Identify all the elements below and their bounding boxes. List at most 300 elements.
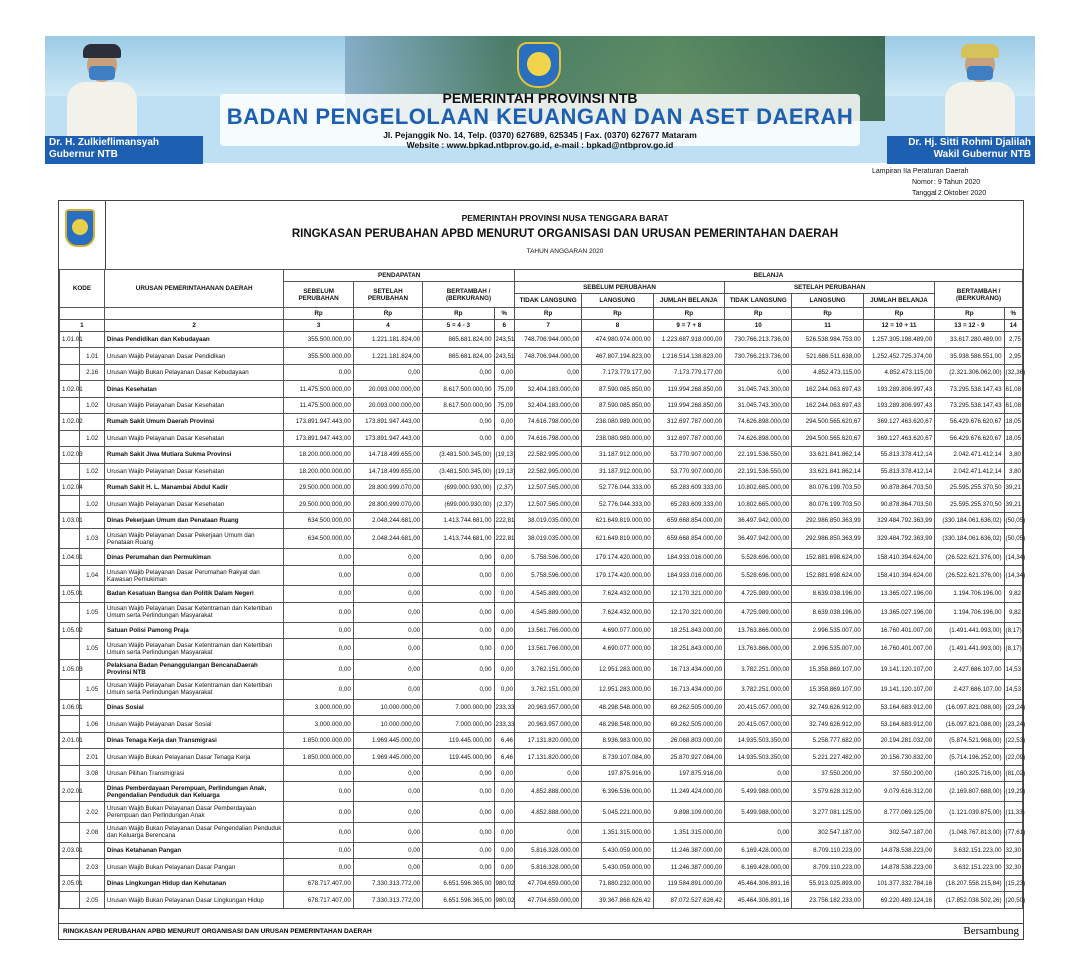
unit-rp: Rp	[792, 308, 863, 320]
cell-c7: 74.616.798.000,00	[514, 430, 581, 446]
cell-subcode: 1.03	[80, 529, 104, 549]
cell-c10: 22.191.536.550,00	[725, 447, 792, 463]
col-pend-sebelum: SEBELUM PERUBAHAN	[284, 282, 353, 308]
cell-c12: 19.141.120.107,00	[863, 679, 934, 699]
cell-c8: 48.298.548.000,00	[582, 699, 653, 715]
cell-c4: 10.000.000,00	[353, 716, 422, 732]
cell-urusan: Dinas Tenaga Kerja dan Transmigrasi	[104, 732, 284, 748]
colnum: 7	[514, 320, 581, 332]
table-row	[60, 529, 1023, 549]
cell-c3: 29.500.000.000,00	[284, 479, 353, 495]
cell-urusan: Rumah Sakit Umum Daerah Provinsi	[104, 414, 284, 430]
cell-c5: 0,00	[423, 565, 494, 585]
cell-subcode	[80, 414, 104, 430]
unit-pct: %	[494, 308, 514, 320]
banner-org-line1: PEMERINTAH PROVINSI NTB	[442, 90, 638, 106]
cell-c6: 233,33	[494, 699, 514, 715]
cell-c5: 0,00	[423, 679, 494, 699]
cell-c3: 0,00	[284, 639, 353, 659]
cell-c14: 9,82	[1004, 602, 1022, 622]
cell-c5: 0,00	[423, 859, 494, 875]
cell-c10: 4.725.989.000,00	[725, 602, 792, 622]
cell-c3: 0,00	[284, 565, 353, 585]
cell-c8: 467.807.194.823,00	[582, 348, 653, 364]
cell-c9: 1.351.315.000,00	[653, 822, 724, 842]
cell-c12: 8.777.069.125,00	[863, 802, 934, 822]
budget-table-body	[60, 332, 1026, 909]
cell-c6: 0,00	[494, 859, 514, 875]
unit-rp: Rp	[935, 308, 1004, 320]
vice-governor-name: Dr. Hj. Sitti Rohmi Djalilah	[908, 137, 1031, 148]
unit-row	[60, 308, 1023, 320]
cell-c4: 0,00	[353, 639, 422, 659]
document-year: TAHUN ANGGARAN 2020	[526, 248, 604, 255]
cell-c5: 0,00	[423, 586, 494, 602]
cell-c11: 32.749.626.912,00	[792, 699, 863, 715]
cell-c7: 748.706.944.000,00	[514, 348, 581, 364]
cell-c10: 10.802.665.000,00	[725, 479, 792, 495]
cell-subcode: 2.16	[80, 364, 104, 380]
cell-c5: 1.413.744.681,00	[423, 529, 494, 549]
vice-governor-role: Wakil Gubernur NTB	[933, 149, 1031, 160]
cell-c11: 152.881.698.624,00	[792, 565, 863, 585]
banner-org-line2: BADAN PENGELOLAAN KEUANGAN DAN ASET DAERAH	[226, 104, 854, 129]
cell-c7: 38.019.035.000,00	[514, 529, 581, 549]
cell-c8: 87.590.085.850,00	[582, 381, 653, 397]
cell-urusan: Rumah Sakit Jiwa Mutiara Sukma Provinsi	[104, 447, 284, 463]
cell-c14: (14,34)	[1004, 549, 1022, 565]
table-row	[60, 565, 1023, 585]
cell-c5: 0,00	[423, 414, 494, 430]
cell-c4: 1.221.181.824,00	[353, 348, 422, 364]
cell-c3: 0,00	[284, 679, 353, 699]
banner-address: Jl. Pejanggik No. 14, Telp. (0370) 627689, 625345 | Fax. (0370) 627677 Mataram	[383, 130, 697, 140]
table-row	[60, 549, 1023, 565]
cell-c14: 2,95	[1004, 348, 1022, 364]
cell-code: 1.05.03	[60, 659, 80, 679]
cell-subcode	[80, 842, 104, 858]
cell-c3: 1.850.000.000,00	[284, 749, 353, 765]
unit-rp: Rp	[423, 308, 494, 320]
cell-c10: 31.045.743.300,00	[725, 397, 792, 413]
unit-rp: Rp	[863, 308, 934, 320]
cell-subcode: 1.04	[80, 565, 104, 585]
cell-c6: 980,02	[494, 875, 514, 891]
col-jb-2: JUMLAH BELANJA	[863, 294, 934, 308]
table-row	[60, 463, 1023, 479]
cell-c9: 312.697.787.000,00	[653, 430, 724, 446]
cell-c11: 23.756.182.233,00	[792, 892, 863, 909]
table-row	[60, 892, 1023, 909]
cell-c10: 13.763.866.000,00	[725, 622, 792, 638]
cell-c11: 292.986.850.363,99	[792, 529, 863, 549]
unit-rp: Rp	[653, 308, 724, 320]
cell-c11: 8.639.038.196,00	[792, 602, 863, 622]
cell-c9: 18.251.843.000,00	[653, 622, 724, 638]
cell-c10: 45.464.306.891,16	[725, 892, 792, 909]
cell-c10: 31.045.743.300,00	[725, 381, 792, 397]
cell-c6: 980,02	[494, 892, 514, 909]
cell-c12: 158.410.394.624,00	[863, 565, 934, 585]
table-row	[60, 397, 1023, 413]
cell-c3: 355.500.000,00	[284, 332, 353, 348]
cell-code	[60, 679, 80, 699]
cell-c4: 28.800.999.070,00	[353, 496, 422, 512]
cell-urusan: Pelaksana Badan Penanggulangan BencanaDaerah Provinsi NTB	[104, 659, 284, 679]
cell-c13: 33.617.280.489,00	[935, 332, 1004, 348]
cell-c11: 33.621.841.862,14	[792, 463, 863, 479]
cell-subcode	[80, 447, 104, 463]
cell-c14: 61,08	[1004, 381, 1022, 397]
cell-c8: 474.980.974.000,00	[582, 332, 653, 348]
cell-c3: 0,00	[284, 602, 353, 622]
table-row	[60, 348, 1023, 364]
cell-c10: 5.499.988.000,00	[725, 802, 792, 822]
cell-code	[60, 496, 80, 512]
table-row	[60, 749, 1023, 765]
cell-c7: 17.131.820.000,00	[514, 749, 581, 765]
cell-c14: 39,21	[1004, 496, 1022, 512]
cell-c11: 3.277.081.125,00	[792, 802, 863, 822]
cell-c8: 8.739.107.084,00	[582, 749, 653, 765]
cell-urusan: Urusan Wajib Bukan Pelayanan Dasar Tenaga Kerja	[104, 749, 284, 765]
cell-urusan: Dinas Pekerjaan Umum dan Penataan Ruang	[104, 512, 284, 528]
cell-code	[60, 602, 80, 622]
cell-code: 1.06.01	[60, 699, 80, 715]
cell-c12: 193.289.806.997,43	[863, 397, 934, 413]
governor-name: Dr. H. Zulkieflimansyah	[49, 137, 160, 148]
cell-code: 1.05.02	[60, 622, 80, 638]
cell-c12: 4.852.473.115,00	[863, 364, 934, 380]
cell-c7: 22.582.995.000,00	[514, 447, 581, 463]
cell-code: 2.01.01	[60, 732, 80, 748]
cell-subcode: 1.02	[80, 496, 104, 512]
cell-urusan: Urusan Wajib Pelayanan Dasar Pekerjaan Umum dan Penataan Ruang	[104, 529, 284, 549]
cell-c7: 13.561.766.000,00	[514, 622, 581, 638]
cell-c4: 0,00	[353, 602, 422, 622]
cell-subcode	[80, 549, 104, 565]
cell-c4: 0,00	[353, 822, 422, 842]
cell-c14: (23,24)	[1004, 716, 1022, 732]
cell-urusan: Urusan Pilihan Transmigrasi	[104, 765, 284, 781]
cell-c8: 48.298.548.000,00	[582, 716, 653, 732]
cell-c4: 0,00	[353, 622, 422, 638]
cell-c12: 55.813.378.412,14	[863, 447, 934, 463]
cell-urusan: Urusan Wajib Pelayanan Dasar Sosial	[104, 716, 284, 732]
vice-governor-photo	[935, 44, 1025, 144]
cell-c9: 184.933.016.000,00	[653, 565, 724, 585]
cell-c7: 32.404.183.000,00	[514, 397, 581, 413]
cell-c7: 5.758.596.000,00	[514, 549, 581, 565]
table-row	[60, 699, 1023, 715]
cell-c9: 65.283.609.333,00	[653, 496, 724, 512]
cell-c9: 53.770.907.000,00	[653, 463, 724, 479]
cell-c9: 659.668.854.000,00	[653, 529, 724, 549]
cell-c9: 16.713.434.000,00	[653, 659, 724, 679]
cell-c7: 17.131.820.000,00	[514, 732, 581, 748]
col-bel-bertambah: BERTAMBAH / (BERKURANG)	[935, 282, 1023, 308]
col-l-2: LANGSUNG	[792, 294, 863, 308]
cell-subcode	[80, 381, 104, 397]
table-row	[60, 602, 1023, 622]
cell-urusan: Urusan Wajib Bukan Pelayanan Dasar Lingkungan Hidup	[104, 892, 284, 909]
cell-c5: 7.000.000,00	[423, 716, 494, 732]
cell-c14: 2,75	[1004, 332, 1022, 348]
cell-code: 1.03.01	[60, 512, 80, 528]
document-org: PEMERINTAH PROVINSI NUSA TENGGARA BARAT	[461, 213, 669, 223]
cell-c13: (330.184.061.636,02)	[935, 512, 1004, 528]
cell-c14: (14,34)	[1004, 565, 1022, 585]
cell-c7: 5.758.596.000,00	[514, 565, 581, 585]
document-footer	[59, 923, 1023, 940]
cell-c9: 659.668.854.000,00	[653, 512, 724, 528]
tanggal-value: : 2 Oktober 2020	[933, 190, 987, 197]
cell-c13: (5.714.196.252,00)	[935, 749, 1004, 765]
cell-c4: 0,00	[353, 679, 422, 699]
cell-c11: 55.913.025.893,00	[792, 875, 863, 891]
cell-c10: 730.766.213.736,00	[725, 348, 792, 364]
cell-c7: 4.545.889.000,00	[514, 602, 581, 622]
cell-c12: 158.410.394.624,00	[863, 549, 934, 565]
province-logo-icon	[65, 209, 95, 247]
cell-subcode	[80, 732, 104, 748]
cell-subcode	[80, 622, 104, 638]
cell-c7: 0,00	[514, 822, 581, 842]
cell-c10: 14.935.503.350,00	[725, 732, 792, 748]
cell-c13: (2.321.306.062,00)	[935, 364, 1004, 380]
cell-c8: 7.624.432.000,00	[582, 602, 653, 622]
cell-c8: 52.776.044.333,00	[582, 496, 653, 512]
cell-c10: 4.725.989.000,00	[725, 586, 792, 602]
vice-governor-nameplate	[887, 136, 1035, 164]
cell-c6: 0,00	[494, 586, 514, 602]
cell-c8: 12.951.283.000,00	[582, 659, 653, 679]
cell-c7: 4.852.888.000,00	[514, 802, 581, 822]
cell-c11: 37.550.200,00	[792, 765, 863, 781]
cell-c6: 243,51	[494, 348, 514, 364]
cell-c4: 2.048.244.681,00	[353, 529, 422, 549]
cell-c13: (26.522.621.376,00)	[935, 565, 1004, 585]
table-row	[60, 332, 1023, 348]
budget-table	[59, 269, 1026, 909]
col-jb-1: JUMLAH BELANJA	[653, 294, 724, 308]
cell-c7: 0,00	[514, 364, 581, 380]
cell-c14: (32,36)	[1004, 364, 1022, 380]
cell-c6: 0,00	[494, 679, 514, 699]
cell-c5: 119.445.000,00	[423, 749, 494, 765]
colnum: 11	[792, 320, 863, 332]
cell-c14: (20,50)	[1004, 892, 1022, 909]
cell-c10: 22.191.536.550,00	[725, 463, 792, 479]
table-row	[60, 679, 1023, 699]
cell-c5: 0,00	[423, 822, 494, 842]
cell-c5: 0,00	[423, 639, 494, 659]
cell-subcode	[80, 512, 104, 528]
cell-c13: 35.938.586.551,00	[935, 348, 1004, 364]
cell-c12: 14.878.538.223,00	[863, 859, 934, 875]
cell-urusan: Dinas Kesehatan	[104, 381, 284, 397]
cell-c3: 3.000.000,00	[284, 699, 353, 715]
cell-c7: 47.704.659.000,00	[514, 875, 581, 891]
cell-urusan: Rumah Sakit H. L. Manambai Abdul Kadir	[104, 479, 284, 495]
cell-c4: 1.969.445.000,00	[353, 732, 422, 748]
unit-pct: %	[1004, 308, 1022, 320]
cell-c3: 0,00	[284, 765, 353, 781]
cell-c13: (2.169.807.688,00)	[935, 782, 1004, 802]
cell-c6: 0,00	[494, 430, 514, 446]
cell-c9: 16.713.434.000,00	[653, 679, 724, 699]
cell-c7: 0,00	[514, 765, 581, 781]
cell-c5: (3.481.500.345,00)	[423, 447, 494, 463]
cell-c4: 173.891.947.443,00	[353, 430, 422, 446]
cell-c13: 73.295.538.147,43	[935, 397, 1004, 413]
cell-c14: (15,23)	[1004, 875, 1022, 891]
governor-photo	[57, 44, 147, 144]
cell-c10: 3.782.251.000,00	[725, 659, 792, 679]
cell-c4: 0,00	[353, 859, 422, 875]
cell-c10: 20.415.057.000,00	[725, 699, 792, 715]
cell-c3: 634.500.000,00	[284, 512, 353, 528]
cell-c4: 0,00	[353, 549, 422, 565]
cell-subcode	[80, 332, 104, 348]
cell-code	[60, 364, 80, 380]
cell-c8: 6.396.536.000,00	[582, 782, 653, 802]
cell-c3: 11.475.500.000,00	[284, 397, 353, 413]
cell-code	[60, 802, 80, 822]
cell-c7: 12.507.565.000,00	[514, 479, 581, 495]
col-belanja: BELANJA	[514, 270, 1022, 282]
cell-c9: 11.246.387.000,00	[653, 859, 724, 875]
cell-c7: 13.561.766.000,00	[514, 639, 581, 659]
cell-c3: 678.717.407,00	[284, 875, 353, 891]
cell-c8: 621.649.819.000,00	[582, 529, 653, 549]
cell-c5: 0,00	[423, 602, 494, 622]
unit-rp: Rp	[725, 308, 792, 320]
table-row	[60, 479, 1023, 495]
cell-c12: 9.079.616.312,00	[863, 782, 934, 802]
cell-code: 1.02.01	[60, 381, 80, 397]
ntb-emblem-icon	[517, 42, 561, 88]
cell-c4: 173.891.947.443,00	[353, 414, 422, 430]
col-l-1: LANGSUNG	[582, 294, 653, 308]
table-row	[60, 875, 1023, 891]
cell-c11: 2.996.535.007,00	[792, 639, 863, 659]
cell-c7: 4.545.889.000,00	[514, 586, 581, 602]
cell-c3: 3.000.000,00	[284, 716, 353, 732]
cell-c12: 1.257.305.198.489,00	[863, 332, 934, 348]
table-row	[60, 430, 1023, 446]
cell-c5: 6.651.596.365,00	[423, 892, 494, 909]
cell-subcode: 2.08	[80, 822, 104, 842]
cell-c8: 5.430.059.000,00	[582, 842, 653, 858]
cell-c8: 621.649.819.000,00	[582, 512, 653, 528]
cell-c12: 16.760.401.007,00	[863, 639, 934, 659]
cell-c6: 0,00	[494, 602, 514, 622]
cell-c7: 5.816.328.000,00	[514, 842, 581, 858]
cell-c3: 18.200.000.000,00	[284, 463, 353, 479]
cell-urusan: Urusan Wajib Bukan Pelayanan Dasar Pengendalian Penduduk dan Keluarga Berencana	[104, 822, 284, 842]
banner-website: Website : www.bpkad.ntbprov.go.id, e-mail : bpkad@ntbprov.go.id	[406, 140, 674, 150]
table-row	[60, 842, 1023, 858]
cell-c3: 0,00	[284, 549, 353, 565]
cell-c8: 52.776.044.333,00	[582, 479, 653, 495]
cell-c9: 119.994.268.850,00	[653, 397, 724, 413]
cell-c11: 8.709.110.223,00	[792, 842, 863, 858]
cell-c11: 294.500.565.620,67	[792, 430, 863, 446]
cell-c4: 1.221.181.824,00	[353, 332, 422, 348]
cell-c11: 80.076.199.703,50	[792, 496, 863, 512]
cell-c13: (1.048.767.813,00)	[935, 822, 1004, 842]
unit-rp: Rp	[353, 308, 422, 320]
cell-c11: 80.076.199.703,50	[792, 479, 863, 495]
cell-c12: 90.878.864.703,50	[863, 496, 934, 512]
colnum: 3	[284, 320, 353, 332]
cell-c14: 39,21	[1004, 479, 1022, 495]
cell-c13: (1.491.441.993,00)	[935, 639, 1004, 659]
cell-c6: 0,00	[494, 802, 514, 822]
lampiran-block	[872, 166, 986, 199]
cell-c5: 6.651.596.365,00	[423, 875, 494, 891]
unit-rp: Rp	[582, 308, 653, 320]
cell-c9: 26.068.803.000,00	[653, 732, 724, 748]
lampiran-title: Lampiran IIa Peraturan Daerah	[872, 168, 969, 175]
cell-c10: 74.626.898.000,00	[725, 430, 792, 446]
cell-urusan: Satuan Polisi Pamong Praja	[104, 622, 284, 638]
cell-c10: 0,00	[725, 822, 792, 842]
cell-c14: (23,24)	[1004, 699, 1022, 715]
cell-code: 1.02.02	[60, 414, 80, 430]
cell-c8: 4.690.077.000,00	[582, 622, 653, 638]
cell-c6: 0,00	[494, 414, 514, 430]
cell-c14: (8,17)	[1004, 639, 1022, 659]
cell-c14: (50,05)	[1004, 512, 1022, 528]
table-row	[60, 639, 1023, 659]
cell-c14: 9,82	[1004, 586, 1022, 602]
cell-c4: 14.718.499.655,00	[353, 447, 422, 463]
cell-c13: (18.207.558.215,84)	[935, 875, 1004, 891]
unit-rp: Rp	[284, 308, 353, 320]
cell-c14: 32,30	[1004, 842, 1022, 858]
cell-subcode: 1.05	[80, 639, 104, 659]
cell-c11: 292.986.850.363,99	[792, 512, 863, 528]
cell-c12: 369.127.463.620,67	[863, 414, 934, 430]
cell-c3: 1.850.000.000,00	[284, 732, 353, 748]
cell-c9: 11.246.387.000,00	[653, 842, 724, 858]
cell-c6: 0,00	[494, 364, 514, 380]
cell-c14: (11,33)	[1004, 802, 1022, 822]
cell-c9: 18.251.843.000,00	[653, 639, 724, 659]
cell-urusan: Dinas Pendidikan dan Kebudayaan	[104, 332, 284, 348]
cell-c3: 0,00	[284, 802, 353, 822]
table-row	[60, 364, 1023, 380]
cell-c12: 53.164.683.912,00	[863, 699, 934, 715]
cell-c3: 0,00	[284, 822, 353, 842]
cell-c6: 0,00	[494, 765, 514, 781]
cell-c8: 4.690.077.000,00	[582, 639, 653, 659]
cell-c11: 162.244.063.697,43	[792, 397, 863, 413]
cell-c10: 6.169.428.000,00	[725, 859, 792, 875]
cell-c3: 355.500.000,00	[284, 348, 353, 364]
cell-code: 1.04.01	[60, 549, 80, 565]
cell-c3: 11.475.500.000,00	[284, 381, 353, 397]
cell-c8: 179.174.420.000,00	[582, 565, 653, 585]
cell-code: 1.01.01	[60, 332, 80, 348]
cell-c12: 37.550.200,00	[863, 765, 934, 781]
cell-c10: 730.766.213.736,00	[725, 332, 792, 348]
cell-c11: 521.686.511.638,00	[792, 348, 863, 364]
cell-c13: (160.325.716,00)	[935, 765, 1004, 781]
cell-c4: 7.330.313.772,00	[353, 892, 422, 909]
